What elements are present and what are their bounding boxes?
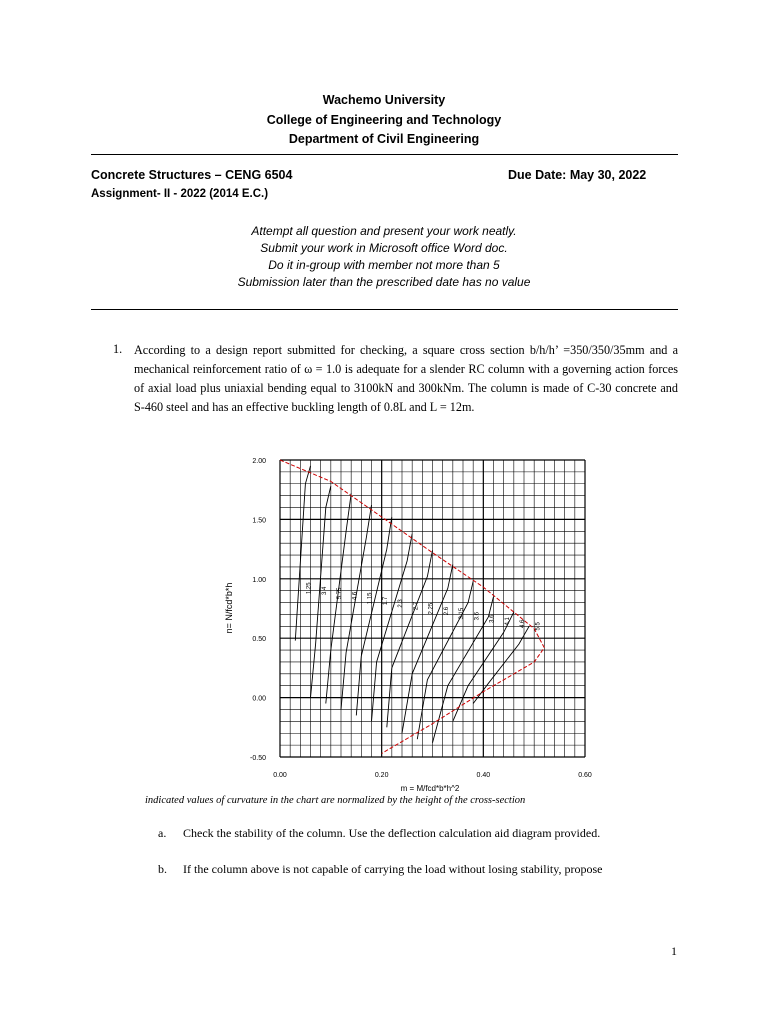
x-tick-label: 0.20 [374, 772, 389, 779]
instruction-line: Submit your work in Microsoft office Word doc. [260, 241, 508, 255]
curve-label: 3.6 [474, 612, 481, 621]
deflection-chart [224, 450, 610, 800]
page-number: 1 [671, 944, 677, 958]
curve-label: 4.6 [352, 591, 359, 601]
curve-label: 3.15 [459, 607, 465, 620]
instruction-line: Attempt all question and present your work neatly. [251, 224, 517, 238]
curve-label: 1.25 [306, 582, 313, 595]
curve-label: 4.1 [504, 617, 511, 626]
question-number: 1. [113, 342, 123, 356]
y-axis-label: n= N/fcd*b*h [224, 582, 234, 634]
subquestion-b: If the column above is not capable of carrying the load without losing stability, propose [183, 862, 603, 876]
x-tick-label: 0.60 [578, 772, 592, 779]
x-tick-label: 0.00 [273, 772, 287, 779]
curve-label: 3.6 [489, 614, 496, 623]
question-text: According to a design report submitted for checking, a square cross section b/h/h’ =350/350/35mm and a mechanical reinforcement ratio of ω = 1.0 is adequate for a slender RC column with a governing action forces of axial load plus uniaxial bending equal to 3100kN and 300kNm. The column is made of C-30 concrete and S-460 steel and has an effective buckling length of 0.8L and L = 12m. [134, 343, 678, 414]
subquestion-a-label: a. [158, 826, 167, 840]
y-tick-label: 2.00 [252, 458, 266, 465]
y-tick-label: 1.50 [252, 517, 266, 525]
curve-label: 1.15 [367, 592, 374, 605]
due-date: Due Date: May 30, 2022 [508, 168, 647, 182]
curvature-curve [402, 565, 453, 734]
x-tick-label: 0.40 [476, 772, 491, 779]
course-title: Concrete Structures – CENG 6504 [91, 168, 293, 182]
x-axis-label: m = M/fcd*b*h^2 [400, 784, 460, 793]
college-name: College of Engineering and Technology [266, 113, 502, 127]
assignment-label: Assignment- II - 2022 (2014 E.C.) [91, 188, 269, 200]
instruction-line: Do it in-group with member not more than 5 [268, 258, 500, 272]
instruction-line: Submission later than the prescribed date has no value [237, 275, 531, 289]
header-rule [91, 154, 678, 155]
y-tick-label: 1.00 [252, 576, 266, 584]
subquestion-b-label: b. [158, 862, 167, 876]
university-name: Wachemo University [322, 93, 446, 107]
curve-label: 5.5 [535, 622, 542, 631]
curve-label: 3.4 [321, 586, 328, 595]
y-tick-label: -0.50 [250, 755, 266, 762]
curve-label: 4.6 [520, 619, 526, 628]
department-name: Department of Civil Engineering [288, 132, 480, 146]
instructions-rule [91, 309, 678, 310]
chart-caption: indicated values of curvature in the chart are normalized by the height of the cross-section [145, 795, 526, 806]
curve-label: 5.75 [337, 587, 343, 600]
curve-label: 2.6 [443, 606, 450, 616]
curve-label: 2.3 [398, 599, 404, 608]
y-tick-label: 0.00 [252, 695, 266, 703]
subquestion-a: Check the stability of the column. Use the deflection calculation aid diagram provided. [183, 826, 601, 840]
curve-label: 2.25 [428, 602, 435, 615]
curvature-curve [417, 581, 473, 739]
curve-label: 1.7 [382, 596, 389, 606]
y-tick-label: 0.50 [252, 636, 266, 644]
curve-label: 2.7 [413, 601, 420, 611]
